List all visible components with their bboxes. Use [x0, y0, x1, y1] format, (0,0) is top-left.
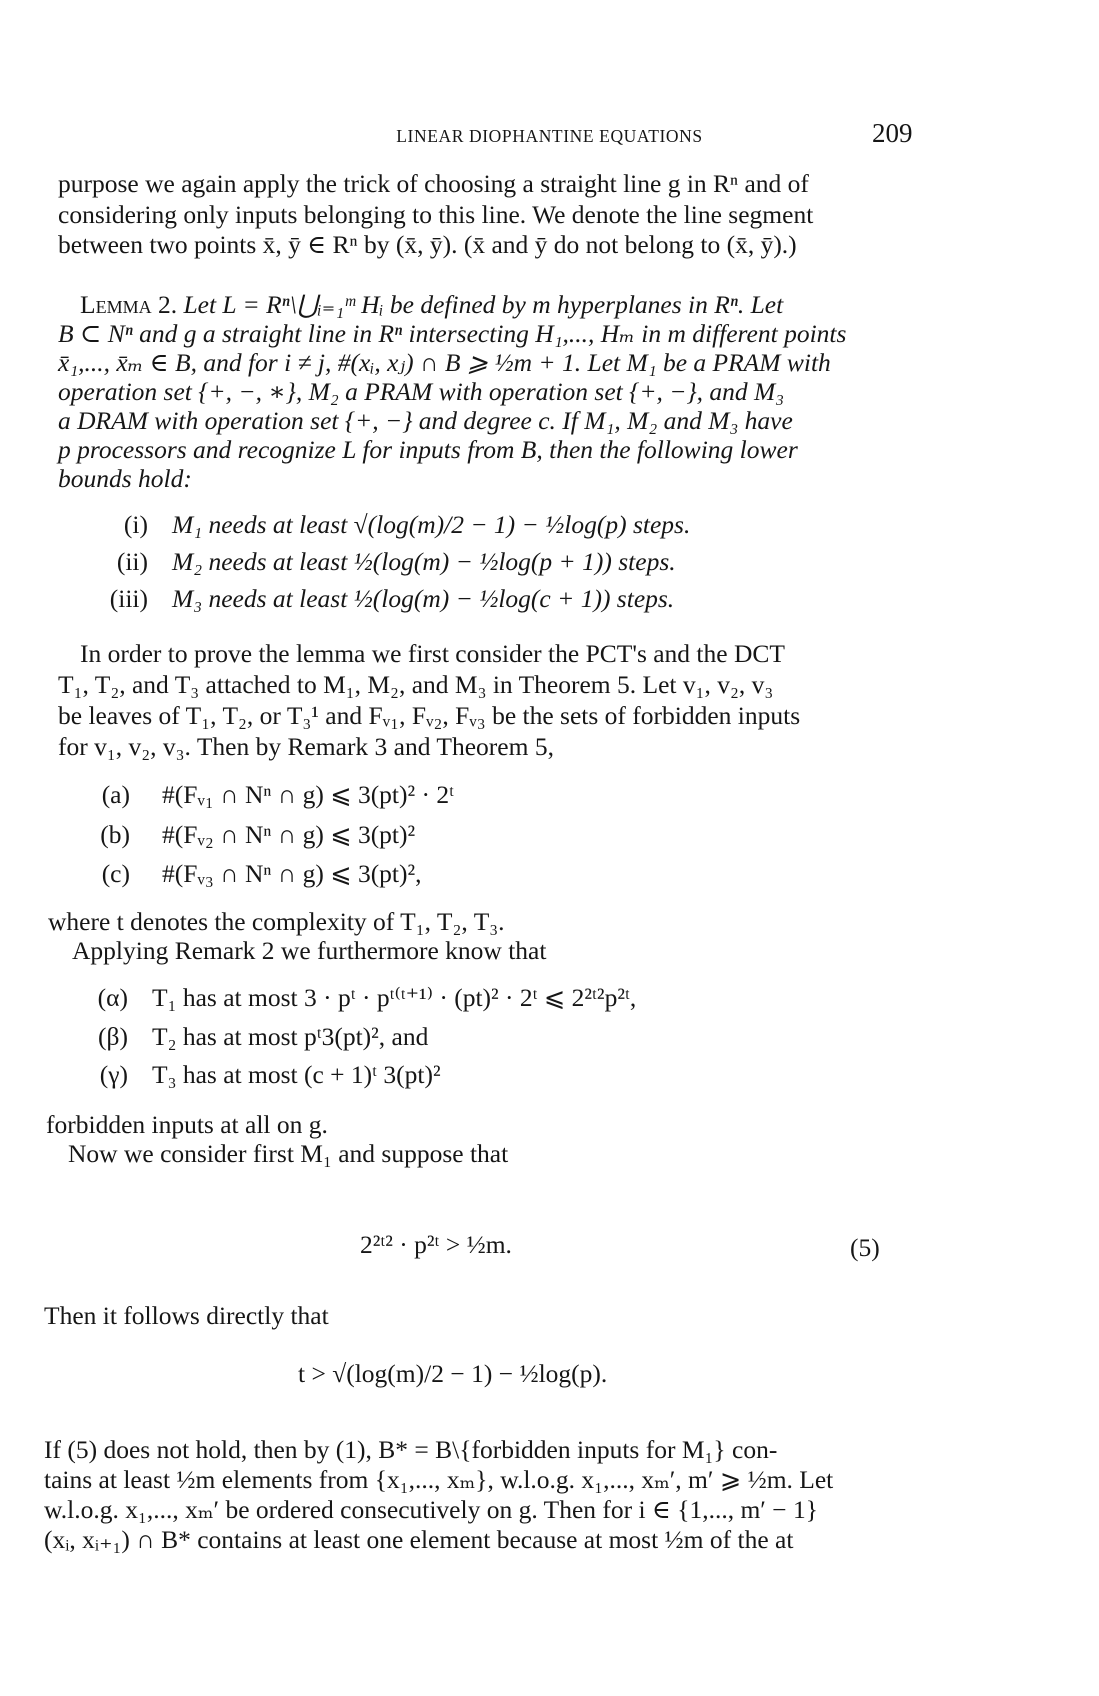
lemma-line-7: bounds hold: — [58, 464, 192, 493]
final-line-4: (xᵢ, xᵢ₊₁) ∩ B* contains at least one element because at most ½m of the at — [44, 1525, 794, 1554]
item-label: (i) — [123, 510, 148, 539]
page-number: 209 — [872, 118, 913, 148]
lemma-line-5: a DRAM with operation set {+, −} and degree c. If M₁, M₂ and M₃ have — [58, 406, 793, 435]
bound-label: (b) — [100, 820, 130, 849]
lemma-line-3: x̄₁,..., x̄ₘ ∈ B, and for i ≠ j, #(xᵢ, xⱼ) ∩ B ⩾ ½m + 1. Let M₁ be a PRAM with — [58, 348, 831, 377]
count-formula: T₂ has at most pᵗ3(pt)², and — [152, 1022, 429, 1051]
equation-t: t > √(log(m)/2 − 1) − ½log(p). — [298, 1359, 608, 1388]
bound-formula: #(Fᵥ₃ ∩ Nⁿ ∩ g) ⩽ 3(pt)², — [162, 859, 422, 888]
lemma-label: Lemma 2. — [80, 290, 178, 319]
intro-line-3: between two points x̄, ȳ ∈ Rⁿ by (x̄, ȳ). (x̄ and ȳ do not belong to (x̄, ȳ).) — [58, 230, 797, 259]
final-line-3: w.l.o.g. x₁,..., xₘ′ be ordered consecutively on g. Then for i ∈ {1,..., m′ − 1} — [44, 1495, 818, 1524]
intro-line-2: considering only inputs belonging to this line. We denote the line segment — [58, 200, 814, 229]
lemma-item-text: M₃ needs at least ½(log(m) − ½log(c + 1)) steps. — [172, 584, 675, 613]
proof-line-1: In order to prove the lemma we first consider the PCT's and the DCT — [80, 639, 785, 668]
lemma-line-1: Let L = Rⁿ\⋃ᵢ₌₁ᵐ Hᵢ be defined by m hyperplanes in Rⁿ. Let — [183, 290, 784, 319]
equation-number: (5) — [850, 1233, 880, 1262]
item-label: (iii) — [109, 584, 148, 613]
intro-line-1: purpose we again apply the trick of choosing a straight line g in Rⁿ and of — [58, 169, 809, 198]
final-line-1: If (5) does not hold, then by (1), B* = B\{forbidden inputs for M₁} con- — [44, 1435, 778, 1464]
count-formula: T₃ has at most (c + 1)ᵗ 3(pt)² — [152, 1060, 441, 1089]
running-head: LINEAR DIOPHANTINE EQUATIONS — [396, 126, 703, 146]
final-line-2: tains at least ½m elements from {x₁,..., xₘ}, w.l.o.g. x₁,..., xₘ′, m′ ⩾ ½m. Let — [44, 1465, 834, 1494]
lemma-line-6: p processors and recognize L for inputs from B, then the following lower — [58, 435, 798, 464]
lemma-item-text: M₁ needs at least √(log(m)/2 − 1) − ½log(p) steps. — [172, 510, 691, 539]
lemma-first-line — [80, 289, 920, 321]
lemma-line-2: B ⊂ Nⁿ and g a straight line in Rⁿ intersecting H₁,..., Hₘ in m different points — [58, 319, 847, 348]
count-label: (γ) — [99, 1060, 128, 1089]
bound-formula: #(Fᵥ₁ ∩ Nⁿ ∩ g) ⩽ 3(pt)² · 2ᵗ — [162, 780, 455, 809]
count-label: (β) — [98, 1022, 128, 1051]
lemma-item-text: M₂ needs at least ½(log(m) − ½log(p + 1)) steps. — [172, 547, 676, 576]
proof-line-2: T₁, T₂, and T₃ attached to M₁, M₂, and M₃ in Theorem 5. Let v₁, v₂, v₃ — [58, 670, 774, 699]
bound-label: (c) — [101, 859, 130, 888]
proof-line-4: for v₁, v₂, v₃. Then by Remark 3 and Theorem 5, — [58, 732, 554, 761]
proof-line-3: be leaves of T₁, T₂, or T₃¹ and Fᵥ₁, Fᵥ₂, Fᵥ₃ be the sets of forbidden inputs — [58, 701, 801, 730]
count-label: (α) — [97, 983, 128, 1012]
item-label: (ii) — [116, 547, 148, 576]
complexity-line: where t denotes the complexity of T₁, T₂, T₃. — [48, 907, 505, 936]
equation-5: 2²ᵗ² · p²ᵗ > ½m. — [360, 1230, 512, 1259]
consider-line: Now we consider first M₁ and suppose that — [68, 1139, 509, 1168]
bound-label: (a) — [101, 780, 130, 809]
count-formula: T₁ has at most 3 · pᵗ · pᵗ⁽ᵗ⁺¹⁾ · (pt)² · 2ᵗ ⩽ 2²ᵗ²p²ᵗ, — [152, 983, 637, 1012]
forbidden-line: forbidden inputs at all on g. — [46, 1110, 328, 1139]
lemma-line-4: operation set {+, −, ∗}, M₂ a PRAM with operation set {+, −}, and M₃ — [58, 377, 785, 406]
remark-line: Applying Remark 2 we furthermore know that — [72, 936, 547, 965]
bound-formula: #(Fᵥ₂ ∩ Nⁿ ∩ g) ⩽ 3(pt)² — [162, 820, 416, 849]
then-line: Then it follows directly that — [44, 1301, 329, 1330]
